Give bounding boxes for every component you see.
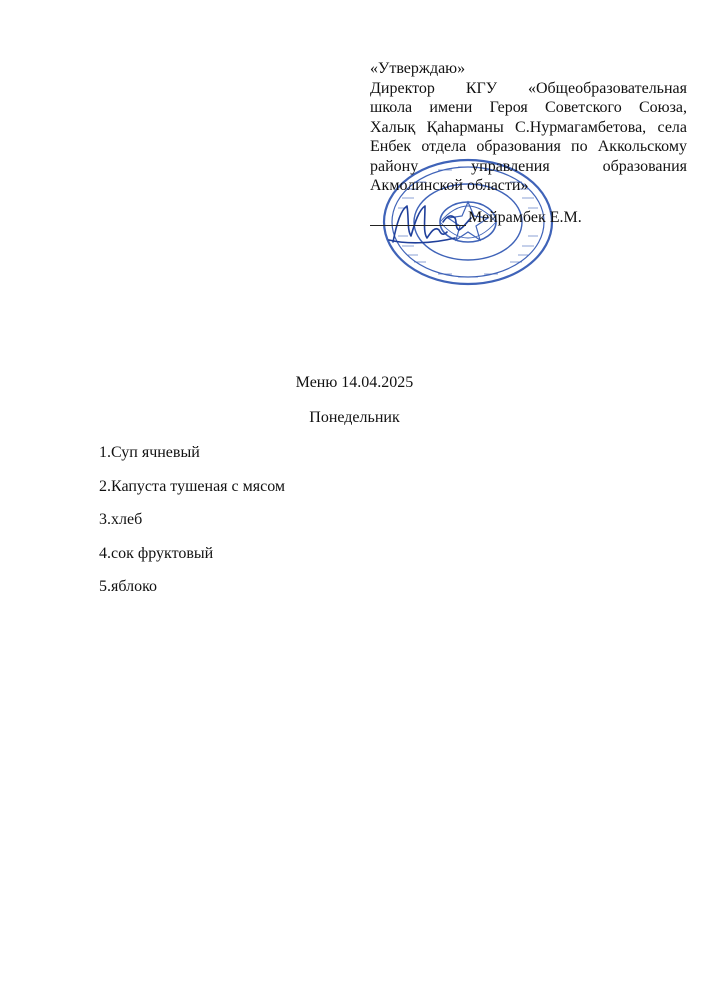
approval-line: Акмолинской области»: [370, 177, 529, 194]
list-item: 5.яблоко: [99, 578, 158, 595]
approval-line: Директор КГУ «Общеобразовательная: [370, 79, 687, 97]
signatory-name: Мейрамбек Е.М.: [468, 208, 582, 226]
signature-row: [370, 208, 687, 230]
approval-heading: «Утверждаю»: [370, 60, 466, 77]
approval-block: [370, 59, 687, 230]
approval-line: району управления образования: [370, 157, 687, 175]
approval-line: Халық Қаһарманы С.Нурмагамбетова, села: [370, 118, 687, 136]
list-item: 1.Суп ячневый: [99, 444, 200, 461]
list-item: 2.Капуста тушеная с мясом: [99, 477, 286, 495]
list-item: 4.сок фруктовый: [99, 544, 214, 562]
menu-title: Меню 14.04.2025: [295, 374, 414, 391]
signature-line: [370, 225, 466, 226]
approval-line: школа имени Героя Советского Союза,: [370, 99, 687, 116]
menu-day: Понедельник: [309, 409, 400, 426]
menu-list: [99, 443, 285, 611]
approval-line: Енбек отдела образования по Аккольскому: [370, 138, 687, 155]
list-item: 3.хлеб: [99, 511, 143, 528]
